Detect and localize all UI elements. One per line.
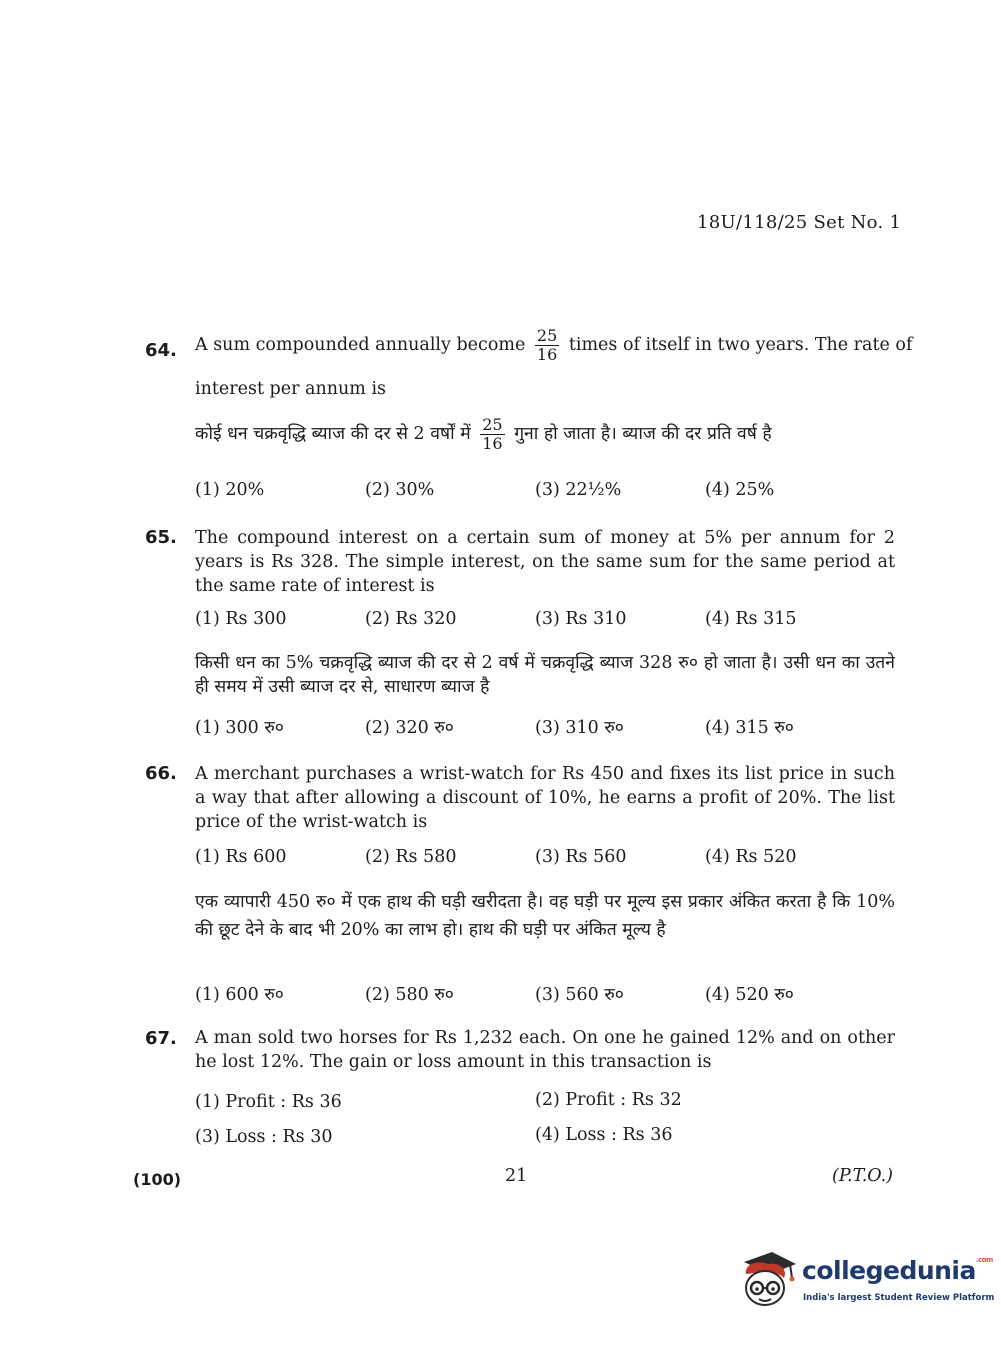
question-text-hi: एक व्यापारी 450 रु० में एक हाथ की घड़ी खरीदता है। वह घड़ी पर मूल्य इस प्रकार अंकित करता है कि 10% की छूट देने के बाद भी 20% का लाभ हो। हाथ की घड़ी पर अंकित मूल्य है (195, 892, 895, 940)
option: (4) 25% (705, 480, 775, 500)
option: (4) Rs 520 (705, 847, 797, 867)
option: (4) 520 रु० (705, 985, 794, 1005)
brand-name: collegedunia$^{.com}$ (802, 1256, 993, 1285)
question-text-hi: कोई धन चक्रवृद्धि ब्याज की दर से 2 वर्षों में $\frac{25}{16}$ गुना हो जाता है। ब्याज की दर प्रति वर्ष है (195, 415, 772, 453)
question-number: 65. (145, 527, 177, 548)
option: (3) Rs 310 (535, 609, 627, 629)
option: (2) 580 रु० (365, 985, 454, 1005)
question-text-en: A man sold two horses for Rs 1,232 each. On one he gained 12% and on other he lost 12%. The gain or loss amount in this transaction is (195, 1028, 895, 1072)
option: (2) Profit : Rs 32 (535, 1090, 682, 1110)
footer-code: (100) (133, 1170, 182, 1189)
option: (1) 300 रु० (195, 718, 284, 738)
question-number: 64. (145, 340, 177, 361)
option: (2) Rs 580 (365, 847, 457, 867)
pto-label: (P.T.O.) (832, 1166, 893, 1186)
mascot-icon (738, 1250, 798, 1310)
option: (2) 320 रु० (365, 718, 454, 738)
option: (3) Rs 560 (535, 847, 627, 867)
brand-tagline: India's largest Student Review Platform (803, 1293, 995, 1303)
set-number: 18U/118/25 Set No. 1 (697, 212, 902, 233)
option: (1) Profit : Rs 36 (195, 1092, 342, 1112)
fraction: $\frac{25}{16}$ (536, 326, 558, 364)
collegedunia-watermark (738, 1250, 995, 1310)
question-text-en: The compound interest on a certain sum of money at 5% per annum for 2 years is Rs 328. The simple interest, on the same sum for the same period at the same rate of interest is (195, 528, 895, 596)
option: (3) 310 रु० (535, 718, 624, 738)
option: (2) Rs 320 (365, 609, 457, 629)
option: (3) 560 रु० (535, 985, 624, 1005)
question-text-en: A sum compounded annually become $\frac{25}{16}$ times of itself in two years. The rate of (195, 326, 913, 364)
option: (1) 600 रु० (195, 985, 284, 1005)
option: (4) Rs 315 (705, 609, 797, 629)
option: (1) Rs 300 (195, 609, 287, 629)
question-number: 67. (145, 1028, 177, 1049)
question-text-en-line2: interest per annum is (195, 379, 387, 399)
option: (1) 20% (195, 480, 265, 500)
option: (3) Loss : Rs 30 (195, 1127, 333, 1147)
question-text-hi: किसी धन का 5% चक्रवृद्धि ब्याज की दर से 2 वर्ष में चक्रवृद्धि ब्याज 328 रु० हो जाता है। उसी धन का उतने ही समय में उसी ब्याज दर से, साधारण ब्याज है (195, 653, 895, 697)
option: (2) 30% (365, 480, 435, 500)
option: (3) 22½% (535, 480, 622, 500)
question-number: 66. (145, 763, 177, 784)
option: (4) 315 रु० (705, 718, 794, 738)
option: (1) Rs 600 (195, 847, 287, 867)
question-text-en: A merchant purchases a wrist-watch for Rs 450 and fixes its list price in such a way that after allowing a discount of 10%, he earns a profit of 20%. The list price of the wrist-watch is (195, 764, 895, 832)
option: (4) Loss : Rs 36 (535, 1125, 673, 1145)
page-number: 21 (505, 1166, 528, 1186)
fraction: $\frac{25}{16}$ (482, 415, 503, 453)
